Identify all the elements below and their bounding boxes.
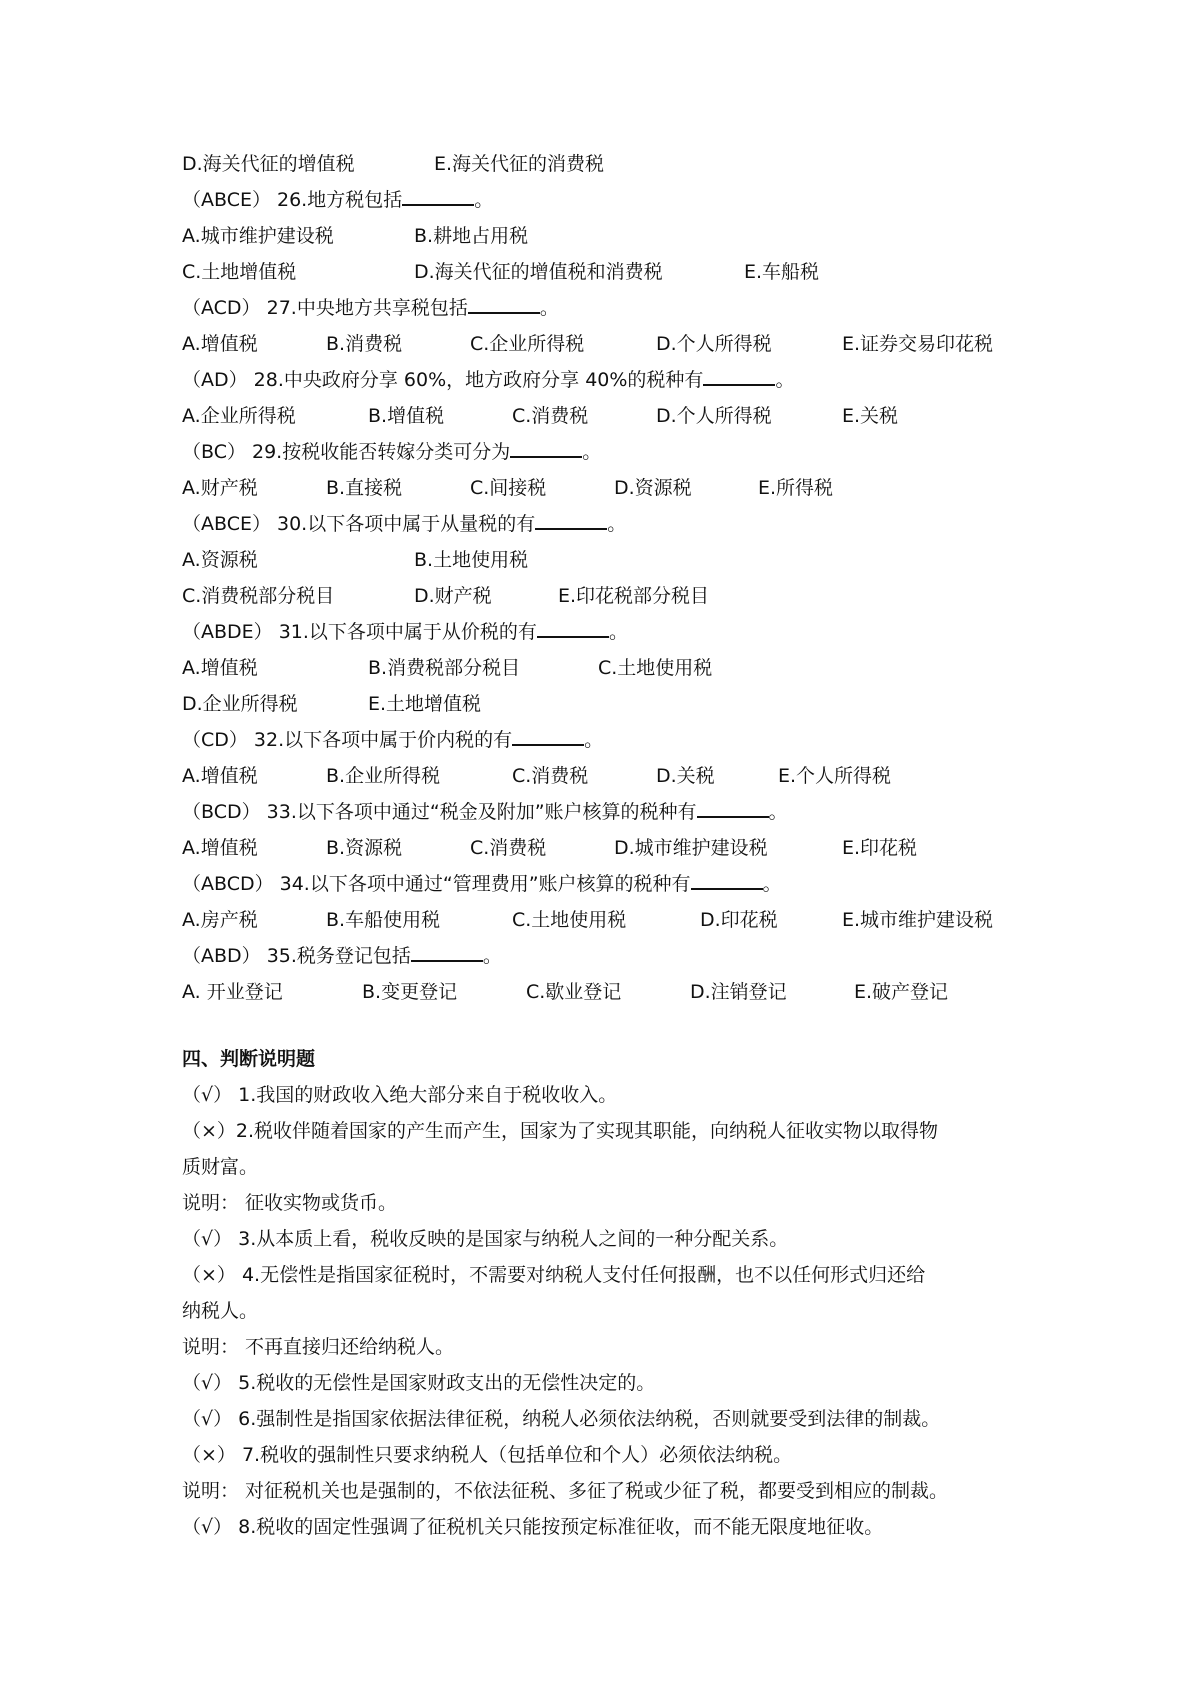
answer-blank <box>510 437 582 458</box>
answer-blank <box>537 617 609 638</box>
option-d: D.资源税 <box>614 477 692 499</box>
answer-blank <box>691 869 763 890</box>
option-d: D.财产税 <box>414 585 492 607</box>
option-d: D.个人所得税 <box>656 333 772 355</box>
option-e: E.破产登记 <box>854 981 949 1003</box>
question-text: （ABCE） 30.以下各项中属于从量税的有 。 <box>182 507 626 541</box>
option-c: C.土地使用税 <box>598 657 713 679</box>
option-b: B.资源税 <box>326 837 403 859</box>
answer-blank <box>402 185 474 206</box>
option-c: C.土地使用税 <box>512 909 627 931</box>
question-text: （ACD） 27.中央地方共享税包括 。 <box>182 291 559 325</box>
judgment-text: 质财富。 <box>182 1156 259 1178</box>
option-b: B.企业所得税 <box>326 765 441 787</box>
option-d: D.个人所得税 <box>656 405 772 427</box>
judgment-text: 纳税人。 <box>182 1300 259 1322</box>
option-b: B.变更登记 <box>362 981 458 1003</box>
answer-blank <box>468 293 540 314</box>
option-e: E.车船税 <box>744 261 820 283</box>
question-text: （ABD） 35.税务登记包括 。 <box>182 939 502 973</box>
option-c: C.歇业登记 <box>526 981 622 1003</box>
judgment-text: （×） 4.无偿性是指国家征税时，不需要对纳税人支付任何报酬，也不以任何形式归还给 <box>182 1264 926 1286</box>
option-c: C.土地增值税 <box>182 261 297 283</box>
option-a: A.财产税 <box>182 477 258 499</box>
question-text: （ABCD） 34.以下各项中通过“管理费用”账户核算的税种有 。 <box>182 867 782 901</box>
answer-blank <box>535 509 607 530</box>
option-d: D.海关代征的增值税和消费税 <box>414 261 663 283</box>
question-text: （ABDE） 31.以下各项中属于从价税的有 。 <box>182 615 628 649</box>
option-e: E.所得税 <box>758 477 834 499</box>
question-text: （ABCE） 26.地方税包括 。 <box>182 183 493 217</box>
option-d: D.注销登记 <box>690 981 787 1003</box>
option-b: B.消费税 <box>326 333 403 355</box>
judgment-text: （√） 8.税收的固定性强调了征税机关只能按预定标准征收，而不能无限度地征收。 <box>182 1516 884 1538</box>
option-d: D.城市维护建设税 <box>614 837 768 859</box>
option-b: B.消费税部分税目 <box>368 657 521 679</box>
judgment-text: （√） 6.强制性是指国家依据法律征税，纳税人必须依法纳税，否则就要受到法律的制裁。 <box>182 1408 941 1430</box>
option-a: A.城市维护建设税 <box>182 225 334 247</box>
option-c: C.消费税 <box>470 837 547 859</box>
explanation-text: 说明： 征收实物或货币。 <box>182 1192 398 1214</box>
section-title: 四、判断说明题 <box>182 1048 316 1070</box>
option-b: B.土地使用税 <box>414 549 529 571</box>
judgment-text: （×）2.税收伴随着国家的产生而产生，国家为了实现其职能，向纳税人征收实物以取得物 <box>182 1120 939 1142</box>
option-d: D.海关代征的增值税 <box>182 153 355 175</box>
option-a: A.增值税 <box>182 765 258 787</box>
question-text: （CD） 32.以下各项中属于价内税的有 。 <box>182 723 603 757</box>
option-a: A.房产税 <box>182 909 258 931</box>
option-e: E.关税 <box>842 405 899 427</box>
option-e: E.证券交易印花税 <box>842 333 994 355</box>
answer-blank <box>411 941 483 962</box>
answer-blank <box>697 797 769 818</box>
judgment-text: （√） 1.我国的财政收入绝大部分来自于税收收入。 <box>182 1084 618 1106</box>
option-d: D.企业所得税 <box>182 693 298 715</box>
option-a: A.增值税 <box>182 837 258 859</box>
option-e: E.土地增值税 <box>368 693 482 715</box>
option-d: D.关税 <box>656 765 715 787</box>
option-c: C.消费税 <box>512 405 589 427</box>
option-b: B.直接税 <box>326 477 403 499</box>
question-text: （BCD） 33.以下各项中通过“税金及附加”账户核算的税种有 。 <box>182 795 788 829</box>
option-b: B.增值税 <box>368 405 445 427</box>
judgment-text: （√） 5.税收的无偿性是国家财政支出的无偿性决定的。 <box>182 1372 656 1394</box>
judgment-text: （×） 7.税收的强制性只要求纳税人（包括单位和个人）必须依法纳税。 <box>182 1444 793 1466</box>
option-a: A. 开业登记 <box>182 981 283 1003</box>
explanation-text: 说明： 不再直接归还给纳税人。 <box>182 1336 455 1358</box>
option-e: E.城市维护建设税 <box>842 909 994 931</box>
option-c: C.消费税 <box>512 765 589 787</box>
answer-blank <box>512 725 584 746</box>
option-c: C.企业所得税 <box>470 333 585 355</box>
option-a: A.企业所得税 <box>182 405 296 427</box>
option-d: D.印花税 <box>700 909 778 931</box>
option-c: C.消费税部分税目 <box>182 585 335 607</box>
explanation-text: 说明： 对征税机关也是强制的，不依法征税、多征了税或少征了税，都要受到相应的制裁。 <box>182 1480 949 1502</box>
option-e: E.印花税部分税目 <box>558 585 710 607</box>
option-b: B.车船使用税 <box>326 909 441 931</box>
option-e: E.印花税 <box>842 837 918 859</box>
option-c: C.间接税 <box>470 477 547 499</box>
option-e: E.海关代征的消费税 <box>434 153 605 175</box>
option-e: E.个人所得税 <box>778 765 892 787</box>
option-a: A.增值税 <box>182 657 258 679</box>
judgment-text: （√） 3.从本质上看，税收反映的是国家与纳税人之间的一种分配关系。 <box>182 1228 789 1250</box>
question-text: （AD） 28.中央政府分享 60%，地方政府分享 40%的税种有 。 <box>182 363 794 397</box>
question-text: （BC） 29.按税收能否转嫁分类可分为 。 <box>182 435 601 469</box>
option-b: B.耕地占用税 <box>414 225 529 247</box>
option-a: A.增值税 <box>182 333 258 355</box>
option-a: A.资源税 <box>182 549 258 571</box>
answer-blank <box>703 365 775 386</box>
